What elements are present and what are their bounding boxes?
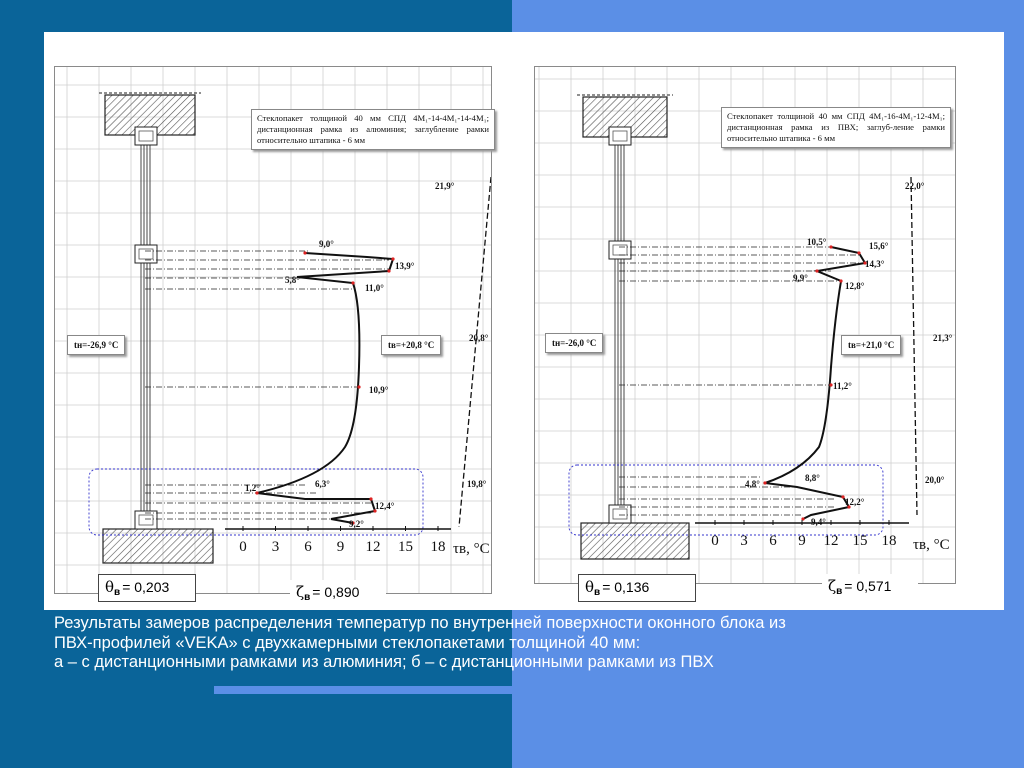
right-diagram xyxy=(534,66,956,584)
left-outside-temp: tн=-26,9 °С xyxy=(67,335,125,355)
temperature-label: 10,5° xyxy=(807,237,827,247)
temperature-label: 12,8° xyxy=(845,281,865,291)
caption-line-3: а – с дистанционными рамками из алюминия; б – с дистанционными рамками из ПВХ xyxy=(54,653,714,671)
temperature-label: 11,2° xyxy=(833,381,852,391)
theta-symbol: θ xyxy=(585,578,595,596)
theta-symbol: θ xyxy=(105,578,115,596)
x-tick-label: 6 xyxy=(304,539,312,555)
air-temperature-line xyxy=(911,177,917,515)
temperature-label: 13,9° xyxy=(395,261,415,271)
x-tick-label: 0 xyxy=(239,539,247,555)
temperature-label: 14,3° xyxy=(865,259,885,269)
temperature-label: 12,4° xyxy=(375,501,395,511)
x-tick-label: 18 xyxy=(881,533,897,549)
right-glass-note: Стеклопакет толщиной 40 мм СПД 4М₁-16-4М₁-12-4М₁; дистанционная рамка из ПВХ; заглуб-ление рамки относительно штапика - 6 мм xyxy=(721,107,951,148)
left-diagram xyxy=(54,66,492,594)
x-tick-label: 15 xyxy=(852,533,868,549)
left-theta-coefficient xyxy=(98,574,196,602)
zeta-symbol: ζ xyxy=(828,577,837,595)
temperature-label: 20,8° xyxy=(469,333,489,343)
x-tick-label: 9 xyxy=(336,539,345,555)
temperature-label: 9,2° xyxy=(349,519,364,529)
temperature-label: 21,3° xyxy=(933,333,953,343)
x-tick-label: 3 xyxy=(740,533,748,549)
measurement-point xyxy=(303,251,306,254)
temperature-label: 20,0° xyxy=(925,475,945,485)
x-tick-label: 15 xyxy=(398,539,413,555)
caption-line-2: ПВХ-профилей «VEKA» с двухкамерными стеклопакетами толщиной 40 мм: xyxy=(54,633,641,652)
zeta-subscript: в xyxy=(304,592,311,603)
slide-caption xyxy=(54,614,974,673)
left-axis-title: τв, °С xyxy=(453,541,490,557)
temperature-label: 6,3° xyxy=(315,479,330,489)
x-tick-label: 0 xyxy=(711,533,719,549)
right-outside-temp: tн=-26,0 °С xyxy=(545,333,603,353)
frame-profile xyxy=(609,127,631,145)
left-zeta-value: = 0,890 xyxy=(312,584,360,600)
right-inside-temp: tв=+21,0 °С xyxy=(841,335,901,355)
measurement-point xyxy=(357,385,360,388)
right-theta-value: = 0,136 xyxy=(602,579,650,595)
decorative-bar xyxy=(214,686,1024,694)
x-tick-label: 9 xyxy=(798,533,806,549)
frame-profile xyxy=(609,505,631,523)
zeta-symbol: ζ xyxy=(296,583,305,601)
left-glass-note: Стеклопакет толщиной 40 мм СПД 4М₁-14-4М₁-14-4М₁; дистанционная рамка из алюминия; заглубление рамки относительно штапика - 6 мм xyxy=(251,109,495,150)
temperature-label: 11,0° xyxy=(365,283,384,293)
wall-section-bottom xyxy=(103,529,213,563)
measurement-point xyxy=(763,481,766,484)
temperature-label: 21,9° xyxy=(435,181,455,191)
left-theta-value: = 0,203 xyxy=(122,579,170,595)
temperature-label: 12,2° xyxy=(845,497,865,507)
x-tick-label: 12 xyxy=(365,539,381,555)
x-tick-label: 12 xyxy=(823,533,839,549)
measurement-point xyxy=(857,251,860,254)
x-tick-label: 6 xyxy=(769,533,777,549)
measurement-point xyxy=(839,279,842,282)
measurement-point xyxy=(815,269,818,272)
caption-line-1: Результаты замеров распределения температур по внутренней поверхности оконного блока из xyxy=(54,614,786,632)
temperature-label: 22,0° xyxy=(905,181,925,191)
theta-subscript: в xyxy=(114,587,121,598)
zeta-subscript: в xyxy=(836,586,843,597)
frame-profile xyxy=(135,511,157,529)
right-zeta-value: = 0,571 xyxy=(844,578,892,594)
measurement-point xyxy=(351,281,354,284)
temperature-label: 10,9° xyxy=(369,385,389,395)
theta-subscript: в xyxy=(594,587,601,598)
x-tick-label: 18 xyxy=(430,539,446,555)
right-zeta-coefficient xyxy=(822,574,918,600)
measurement-point xyxy=(387,269,390,272)
x-tick-label: 3 xyxy=(271,539,280,555)
temperature-label: 5,8° xyxy=(285,275,300,285)
temperature-label: 15,6° xyxy=(869,241,889,251)
measurement-point xyxy=(829,245,832,248)
right-axis-title: τв, °С xyxy=(913,537,950,553)
frame-profile xyxy=(135,127,157,145)
right-theta-coefficient xyxy=(578,574,696,602)
temperature-label: 1,2° xyxy=(245,483,260,493)
temperature-label: 4,8° xyxy=(745,479,760,489)
temperature-label: 9,0° xyxy=(319,239,334,249)
temperature-label: 9,9° xyxy=(793,273,808,283)
temperature-label: 9,4° xyxy=(811,517,826,527)
temperature-label: 19,8° xyxy=(467,479,487,489)
air-temperature-line xyxy=(459,177,491,527)
wall-section-bottom xyxy=(581,523,689,559)
left-zeta-coefficient xyxy=(290,580,386,606)
frame-profile xyxy=(609,241,631,259)
temperature-label: 8,8° xyxy=(805,473,820,483)
measurement-point xyxy=(369,497,372,500)
left-inside-temp: tв=+20,8 °С xyxy=(381,335,441,355)
